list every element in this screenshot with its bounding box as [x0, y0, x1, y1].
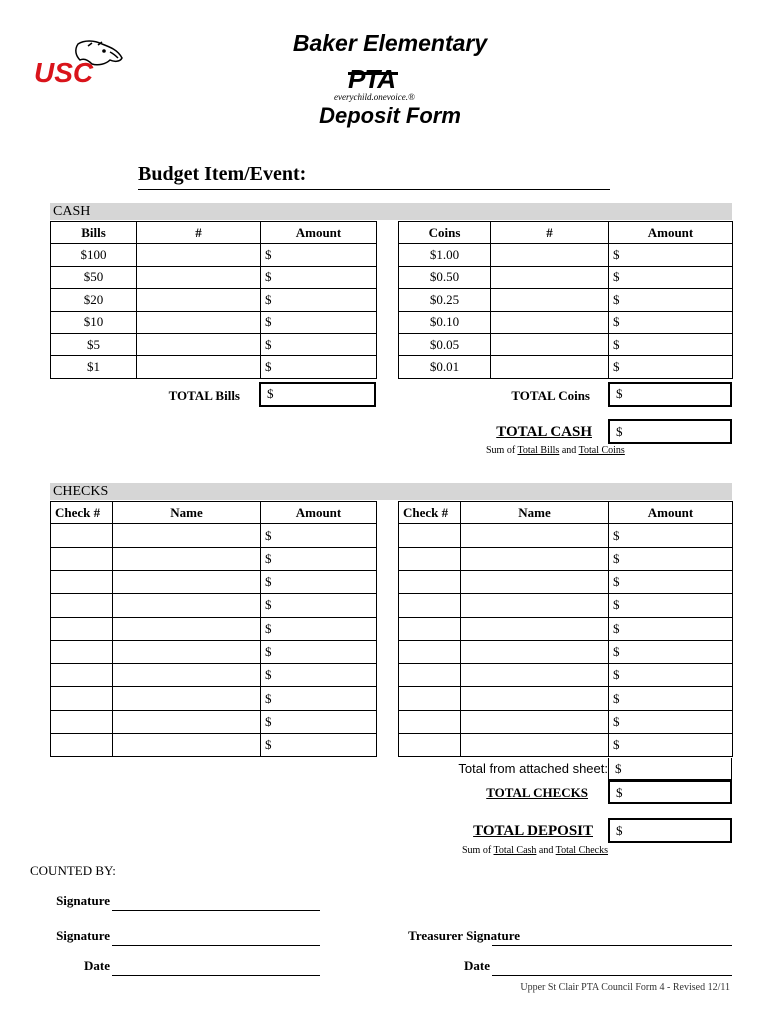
check-amount-field[interactable]: $ [609, 547, 733, 570]
check-number-field[interactable] [51, 687, 113, 710]
check-name-field[interactable] [113, 617, 261, 640]
check-name-field[interactable] [113, 570, 261, 593]
check-number-field[interactable] [399, 710, 461, 733]
check-number-header: Check # [399, 502, 461, 524]
check-name-field[interactable] [461, 640, 609, 663]
check-amount-field[interactable]: $ [261, 664, 377, 687]
check-row [51, 687, 377, 710]
check-row [399, 570, 733, 593]
coin-count-field[interactable] [491, 289, 609, 311]
check-row [51, 570, 377, 593]
check-number-field[interactable] [51, 524, 113, 547]
check-row [399, 664, 733, 687]
total-cash-note: Sum of Total Bills and Total Coins [486, 445, 625, 456]
check-number-field[interactable] [399, 594, 461, 617]
check-name-field[interactable] [113, 524, 261, 547]
bill-count-field[interactable] [137, 356, 261, 378]
bill-denomination: $5 [51, 333, 137, 355]
check-amount-field[interactable]: $ [261, 594, 377, 617]
check-number-field[interactable] [399, 640, 461, 663]
bills-table [50, 221, 377, 379]
coin-count-field[interactable] [491, 356, 609, 378]
check-amount-field[interactable]: $ [609, 570, 733, 593]
check-amount-header: Amount [609, 502, 733, 524]
check-amount-field[interactable]: $ [261, 524, 377, 547]
coin-amount-field[interactable]: $ [609, 333, 733, 355]
check-row [51, 617, 377, 640]
check-name-field[interactable] [461, 664, 609, 687]
signature-label: Signature [56, 893, 110, 908]
bill-amount-field[interactable]: $ [261, 289, 377, 311]
total-coins-label: TOTAL Coins [511, 388, 590, 403]
coin-amount-field[interactable]: $ [609, 244, 733, 266]
bill-row [51, 244, 377, 266]
check-number-header: Check # [51, 502, 113, 524]
dollar-sign: $ [616, 386, 623, 401]
dollar-sign: $ [616, 785, 623, 800]
coins-header: Coins [399, 222, 491, 244]
coin-count-field[interactable] [491, 333, 609, 355]
usc-logo-text: USC [34, 57, 94, 86]
check-name-field[interactable] [461, 710, 609, 733]
check-row [51, 640, 377, 663]
check-row [399, 617, 733, 640]
check-row [399, 524, 733, 547]
coin-row [399, 289, 733, 311]
coin-amount-field[interactable]: $ [609, 266, 733, 288]
bill-row [51, 333, 377, 355]
coin-denomination: $0.50 [399, 266, 491, 288]
check-name-field[interactable] [113, 594, 261, 617]
check-row [51, 594, 377, 617]
bill-denomination: $20 [51, 289, 137, 311]
coin-denomination: $0.25 [399, 289, 491, 311]
coin-row [399, 311, 733, 333]
bill-count-field[interactable] [137, 244, 261, 266]
check-amount-field[interactable]: $ [609, 594, 733, 617]
footer-text: Upper St Clair PTA Council Form 4 - Revised 12/11 [520, 982, 730, 993]
bills-amount-header: Amount [261, 222, 377, 244]
coin-amount-field[interactable]: $ [609, 311, 733, 333]
dollar-sign: $ [267, 386, 274, 401]
signature-field-1[interactable] [112, 909, 320, 911]
check-row [51, 734, 377, 757]
check-number-field[interactable] [51, 640, 113, 663]
check-number-field[interactable] [399, 524, 461, 547]
total-cash-field[interactable] [608, 419, 732, 444]
coins-amount-header: Amount [609, 222, 733, 244]
bill-amount-field[interactable]: $ [261, 311, 377, 333]
bill-denomination: $50 [51, 266, 137, 288]
check-amount-field[interactable]: $ [609, 664, 733, 687]
coin-row [399, 356, 733, 378]
check-amount-field[interactable]: $ [609, 734, 733, 757]
coin-count-field[interactable] [491, 311, 609, 333]
dollar-sign: $ [616, 424, 623, 439]
checks-table-right [398, 501, 733, 757]
check-amount-field[interactable]: $ [609, 524, 733, 547]
coin-count-field[interactable] [491, 266, 609, 288]
total-cash-label: TOTAL CASH [496, 424, 592, 440]
bill-amount-field[interactable]: $ [261, 356, 377, 378]
check-name-field[interactable] [461, 734, 609, 757]
coins-count-header: # [491, 222, 609, 244]
check-amount-field[interactable]: $ [609, 687, 733, 710]
check-number-field[interactable] [51, 710, 113, 733]
check-name-field[interactable] [113, 664, 261, 687]
total-checks-label: TOTAL CHECKS [486, 785, 588, 800]
coins-table [398, 221, 733, 379]
check-row [51, 524, 377, 547]
check-amount-field[interactable]: $ [261, 640, 377, 663]
check-name-field[interactable] [461, 594, 609, 617]
check-name-field[interactable] [113, 687, 261, 710]
check-amount-field[interactable]: $ [261, 547, 377, 570]
check-row [399, 734, 733, 757]
check-amount-field[interactable]: $ [609, 640, 733, 663]
check-name-field[interactable] [113, 734, 261, 757]
coin-denomination: $0.05 [399, 333, 491, 355]
bill-row [51, 311, 377, 333]
check-amount-field[interactable]: $ [609, 710, 733, 733]
coin-amount-field[interactable]: $ [609, 289, 733, 311]
check-name-header: Name [461, 502, 609, 524]
checks-table-left [50, 501, 377, 757]
total-deposit-label: TOTAL DEPOSIT [473, 823, 593, 839]
bill-row [51, 356, 377, 378]
bill-row [51, 266, 377, 288]
check-amount-field[interactable]: $ [261, 734, 377, 757]
check-row [399, 687, 733, 710]
form-title: Deposit Form [319, 103, 461, 128]
total-coins-field[interactable] [608, 382, 732, 407]
coin-amount-field[interactable]: $ [609, 356, 733, 378]
coin-denomination: $1.00 [399, 244, 491, 266]
check-amount-field[interactable]: $ [261, 687, 377, 710]
signature-label: Signature [56, 928, 110, 943]
date-label: Date [84, 958, 110, 973]
total-bills-field[interactable] [259, 382, 376, 407]
check-amount-field[interactable]: $ [261, 617, 377, 640]
signature-field-2[interactable] [112, 944, 320, 946]
check-amount-field[interactable]: $ [261, 710, 377, 733]
bill-row [51, 289, 377, 311]
total-deposit-note: Sum of Total Cash and Total Checks [462, 845, 609, 856]
check-amount-field[interactable]: $ [261, 570, 377, 593]
check-amount-field[interactable]: $ [609, 617, 733, 640]
check-number-field[interactable] [399, 687, 461, 710]
attached-sheet-field[interactable] [608, 758, 732, 780]
coin-denomination: $0.01 [399, 356, 491, 378]
bill-denomination: $10 [51, 311, 137, 333]
check-number-field[interactable] [51, 547, 113, 570]
treasurer-signature-field[interactable] [492, 944, 732, 946]
coin-row [399, 333, 733, 355]
total-checks-field[interactable] [608, 780, 732, 804]
check-number-field[interactable] [399, 547, 461, 570]
check-name-field[interactable] [113, 640, 261, 663]
check-row [51, 710, 377, 733]
check-number-field[interactable] [51, 570, 113, 593]
check-name-field[interactable] [113, 710, 261, 733]
bills-count-header: # [137, 222, 261, 244]
coin-count-field[interactable] [491, 244, 609, 266]
pta-logo-text: PTA [348, 64, 396, 94]
budget-item-label: Budget Item/Event: [138, 163, 307, 185]
check-name-field[interactable] [113, 547, 261, 570]
check-row [51, 547, 377, 570]
pta-tagline: everychild.onevoice.® [334, 92, 415, 102]
bill-count-field[interactable] [137, 289, 261, 311]
check-row [51, 664, 377, 687]
attached-sheet-label: Total from attached sheet: [458, 761, 608, 776]
treasurer-signature-label: Treasurer Signature [408, 928, 520, 943]
coin-row [399, 244, 733, 266]
dollar-sign: $ [615, 761, 622, 776]
check-row [399, 640, 733, 663]
check-name-field[interactable] [461, 687, 609, 710]
bill-amount-field[interactable]: $ [261, 333, 377, 355]
pta-logo [334, 64, 424, 108]
check-amount-header: Amount [261, 502, 377, 524]
check-row [399, 710, 733, 733]
check-number-field[interactable] [51, 594, 113, 617]
check-name-field[interactable] [461, 617, 609, 640]
bill-count-field[interactable] [137, 333, 261, 355]
date-field-1[interactable] [112, 974, 320, 976]
check-number-field[interactable] [51, 734, 113, 757]
counted-by-label: COUNTED BY: [30, 863, 116, 878]
check-number-field[interactable] [399, 734, 461, 757]
school-title: Baker Elementary [292, 30, 488, 56]
checks-section-header: CHECKS [50, 483, 732, 500]
check-name-header: Name [113, 502, 261, 524]
bill-denomination: $1 [51, 356, 137, 378]
bill-amount-field[interactable]: $ [261, 244, 377, 266]
check-name-field[interactable] [461, 547, 609, 570]
check-number-field[interactable] [399, 570, 461, 593]
check-name-field[interactable] [461, 570, 609, 593]
dollar-sign: $ [616, 823, 623, 838]
coin-denomination: $0.10 [399, 311, 491, 333]
bill-count-field[interactable] [137, 266, 261, 288]
date-label: Date [464, 958, 490, 973]
check-number-field[interactable] [51, 617, 113, 640]
check-row [399, 594, 733, 617]
check-number-field[interactable] [51, 664, 113, 687]
total-bills-label: TOTAL Bills [168, 388, 240, 403]
check-number-field[interactable] [399, 617, 461, 640]
budget-item-field[interactable] [138, 189, 610, 190]
date-field-2[interactable] [492, 974, 732, 976]
bill-amount-field[interactable]: $ [261, 266, 377, 288]
bill-count-field[interactable] [137, 311, 261, 333]
bill-denomination: $100 [51, 244, 137, 266]
check-row [399, 547, 733, 570]
cash-section-header: CASH [50, 203, 732, 220]
check-name-field[interactable] [461, 524, 609, 547]
total-deposit-field[interactable] [608, 818, 732, 843]
bills-header: Bills [51, 222, 137, 244]
coin-row [399, 266, 733, 288]
check-number-field[interactable] [399, 664, 461, 687]
